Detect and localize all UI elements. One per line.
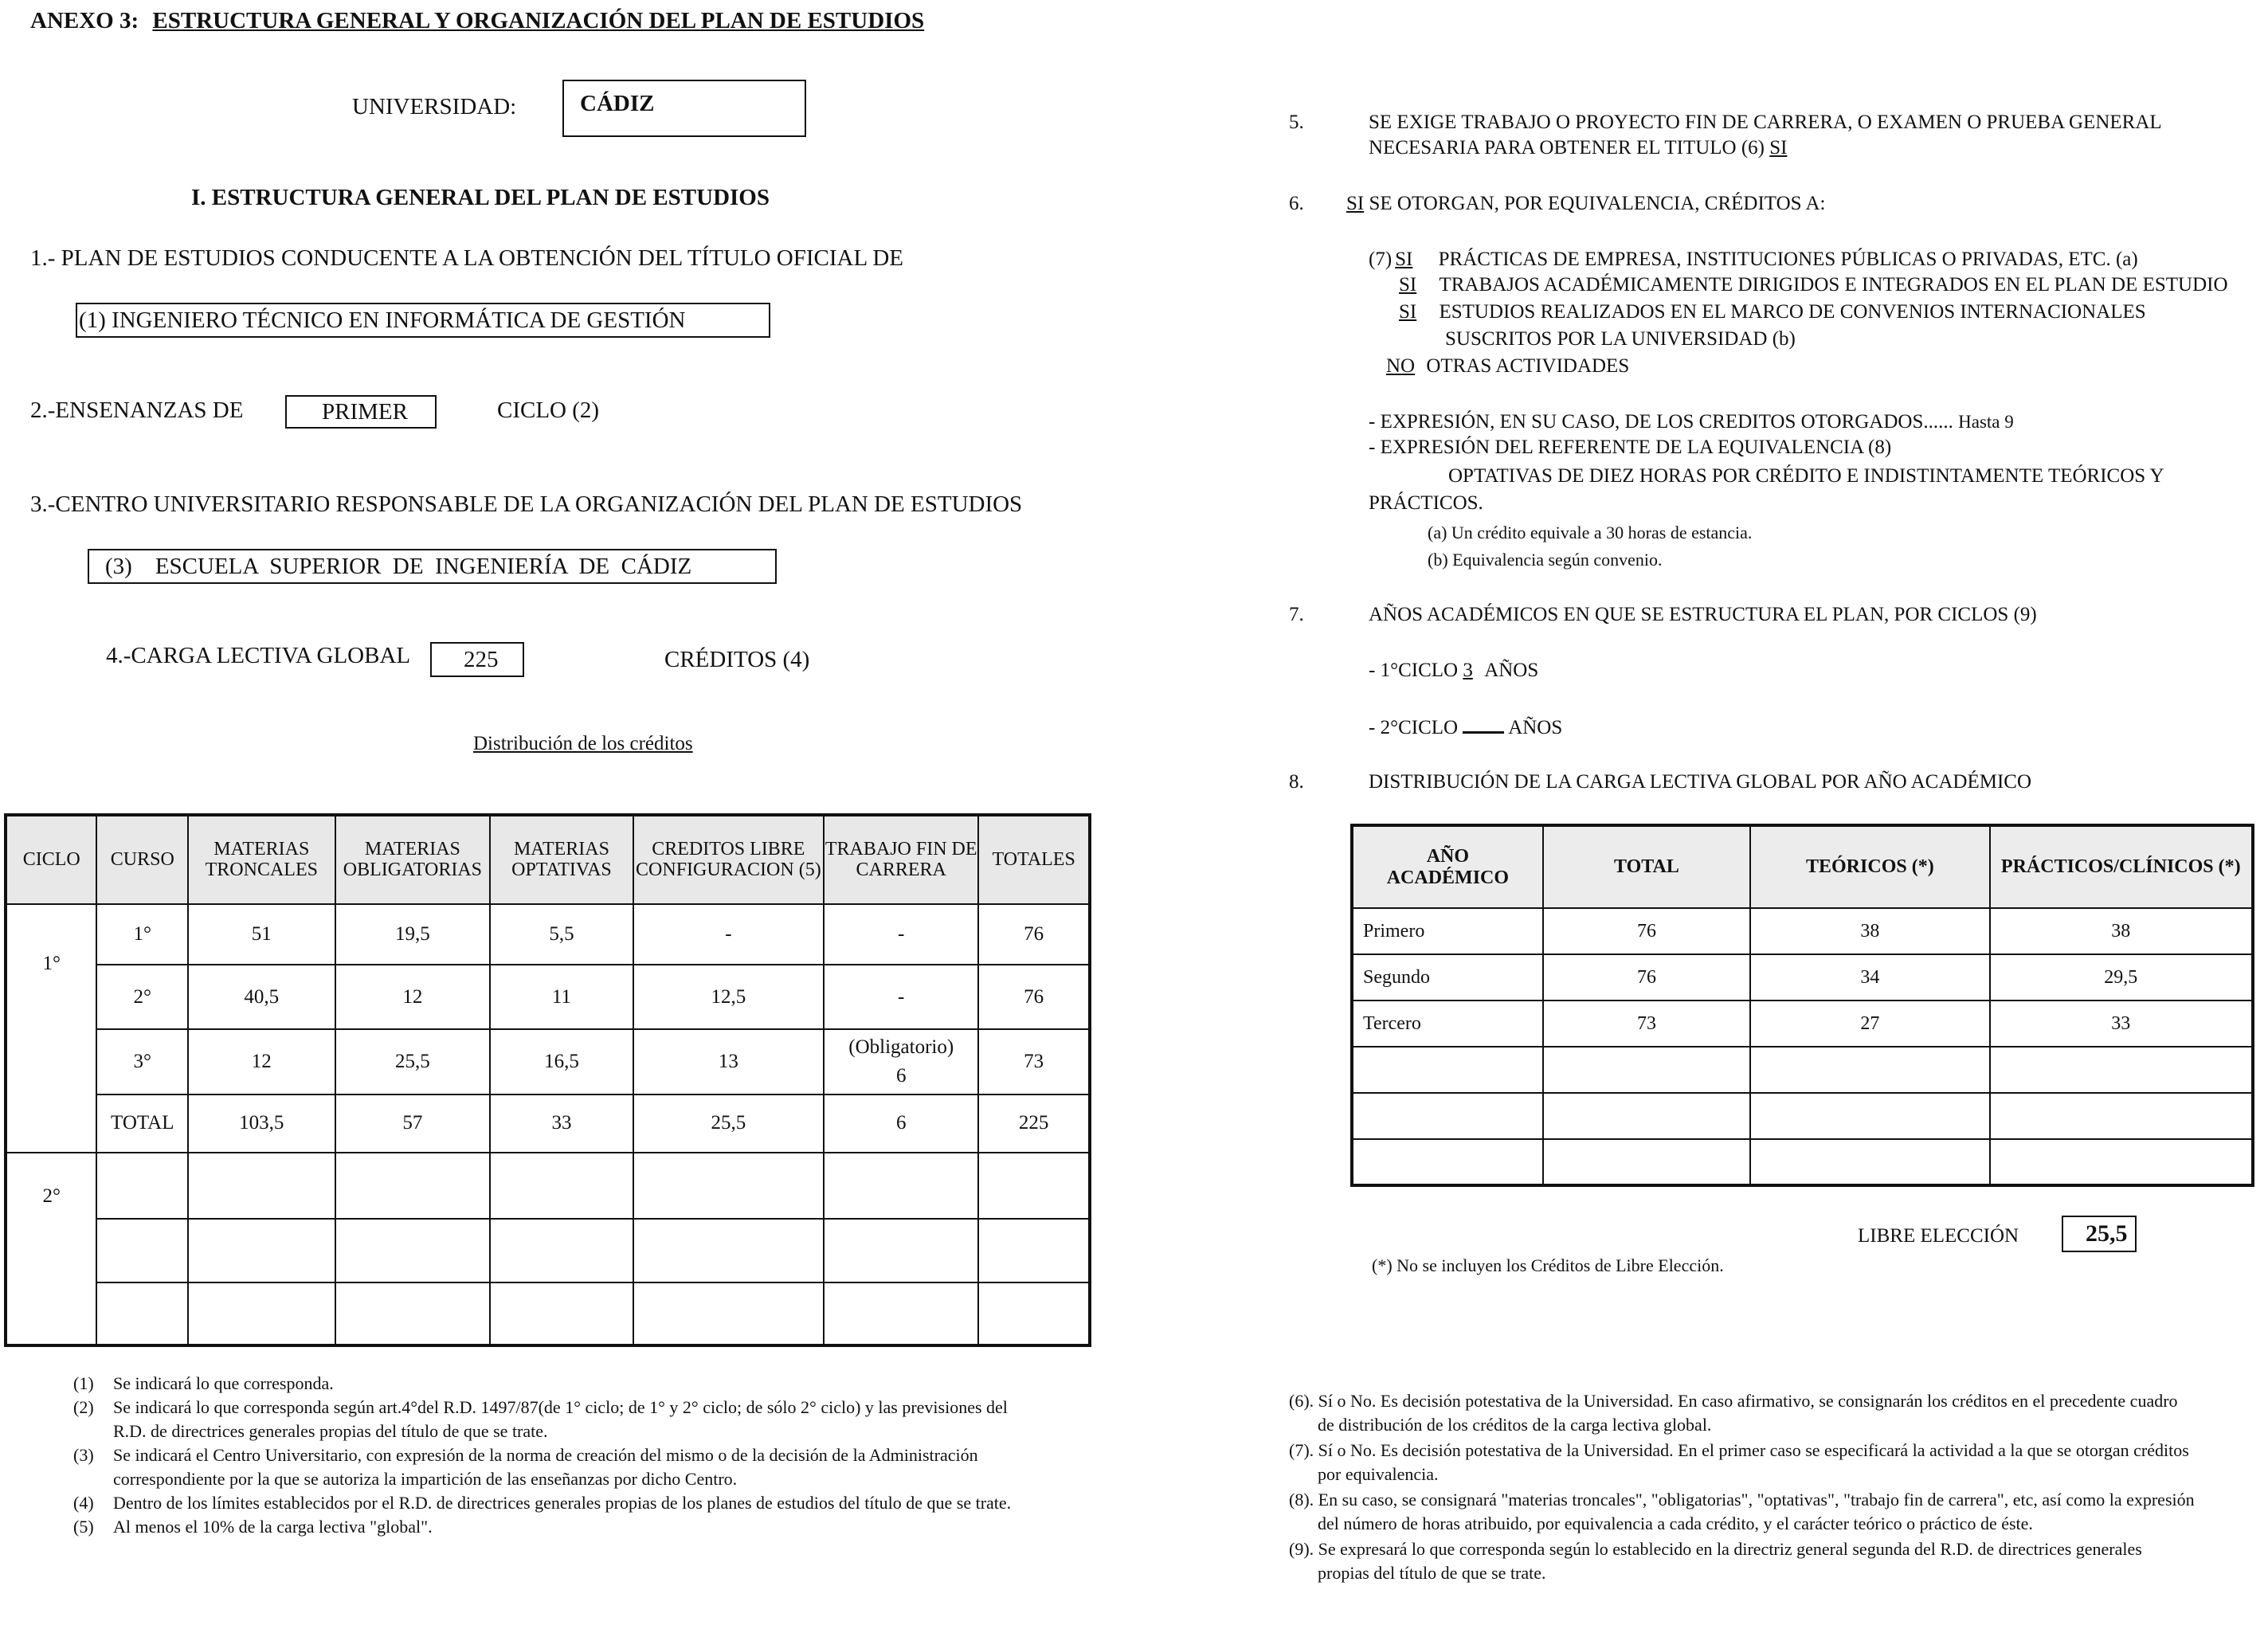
item6-option: SUSCRITOS POR LA UNIVERSIDAD (b) (1445, 328, 1796, 350)
asterisk-note: (*) No se incluyen los Créditos de Libre Elección. (1372, 1255, 1724, 1275)
annex-number: ANEXO 3: (30, 8, 139, 33)
optativas-cell: 5,5 (490, 904, 633, 965)
distribution-title: Distribución de los créditos (473, 733, 693, 754)
trabajo-cell: 6 (824, 1094, 978, 1153)
year-cell: Tercero (1352, 1001, 1543, 1047)
item6-note-a: (a) Un crédito equivale a 30 horas de estancia. (1428, 523, 1753, 542)
item6-expr1: - EXPRESIÓN, EN SU CASO, DE LOS CREDITOS OTORGADOS...... Hasta 9 (1369, 411, 2014, 433)
trabajo-cell (824, 1029, 978, 1094)
header-curso: CURSO (96, 815, 188, 904)
total-cell: 73 (1543, 1001, 1750, 1047)
item6-expr3b: PRÁCTICOS. (1369, 492, 1483, 514)
year-cell: Primero (1352, 908, 1543, 954)
table-row (6, 1029, 1090, 1094)
teoricos-cell: 34 (1750, 954, 1989, 1001)
obligatorias-cell: 25,5 (335, 1029, 491, 1094)
ciclo1-cell: 1° (6, 904, 96, 1153)
curso-cell: 2° (96, 965, 188, 1029)
item5-answer: SI (1769, 137, 1788, 159)
item3-value: (3) ESCUELA SUPERIOR DE INGENIERÍA DE CÁDIZ (105, 554, 692, 579)
footnotes-right (1289, 1389, 2197, 1585)
credits-header-row (6, 815, 1090, 904)
item6-option: SI ESTUDIOS REALIZADOS EN EL MARCO DE CONVENIOS INTERNACIONALES (1399, 301, 2146, 323)
footnote: (3) Se indicará el Centro Universitario, con expresión de la norma de creación del mismo o de la decisión de la Administración correspondiente por la que se autoriza la impartición de las enseñanzas por dicho Centro. (73, 1445, 978, 1489)
table-row (6, 1153, 1090, 1219)
practicos-cell: 29,5 (1990, 954, 2253, 1001)
libre-cell: 13 (633, 1029, 825, 1094)
item4-value: 225 (464, 647, 499, 672)
annex-title: ESTRUCTURA GENERAL Y ORGANIZACIÓN DEL PLAN DE ESTUDIOS (152, 8, 925, 33)
totales-cell: 73 (978, 1029, 1090, 1094)
footnote: (7). Sí o No. Es decisión potestativa de la Universidad. En el primer caso se especificará la actividad a la que se otorgan créditos por equivalencia. (1289, 1440, 2189, 1484)
header-teoricos: TEÓRICOS (*) (1750, 825, 1989, 908)
troncales-cell: 103,5 (188, 1094, 335, 1153)
item8-text: DISTRIBUCIÓN DE LA CARGA LECTIVA GLOBAL POR AÑO ACADÉMICO (1369, 771, 2031, 793)
troncales-cell: 51 (188, 904, 335, 965)
table-row (6, 1282, 1090, 1345)
header-totales: TOTALES (978, 815, 1090, 904)
footnote: (5) Al menos el 10% de la carga lectiva "global". (73, 1517, 433, 1537)
item7-text: AÑOS ACADÉMICOS EN QUE SE ESTRUCTURA EL PLAN, POR CICLOS (9) (1369, 604, 2037, 625)
libre-eleccion-box (2062, 1216, 2137, 1252)
footnote: (8). En su caso, se consignará "materias troncales", "obligatorias", "optativas", "trabajo fin de carrera", etc, así como la expresión del número de horas atribuido, por equivalencia a cada crédito, y el carácter teórico o práctico de éste. (1289, 1490, 2195, 1533)
total-cell: 76 (1543, 954, 1750, 1001)
year-cell: Segundo (1352, 954, 1543, 1001)
item4-suffix: CRÉDITOS (4) (664, 647, 810, 672)
item7-ciclo2-value (1463, 715, 1504, 734)
item6-note-b: (b) Equivalencia según convenio. (1428, 550, 1663, 570)
libre-eleccion-value: 25,5 (2086, 1220, 2128, 1247)
item5-number: 5. (1289, 112, 1304, 133)
header-troncales: MATERIAS TRONCALES (188, 815, 335, 904)
footnotes-left (73, 1372, 1029, 1539)
section-title: I. ESTRUCTURA GENERAL DEL PLAN DE ESTUDIOS (191, 185, 770, 210)
trabajo-note: (Obligatorio) (848, 1036, 954, 1059)
item5-line1: SE EXIGE TRABAJO O PROYECTO FIN DE CARRERA, O EXAMEN O PRUEBA GENERAL (1369, 112, 2162, 133)
table-row (6, 1219, 1090, 1282)
table-row (1352, 954, 2253, 1001)
table-row (6, 965, 1090, 1029)
item4-box (430, 642, 524, 677)
trabajo-cell: - (824, 965, 978, 1029)
table-row (1352, 1139, 2253, 1185)
universidad-label: UNIVERSIDAD: (352, 94, 517, 119)
item6-expr3a: OPTATIVAS DE DIEZ HORAS POR CRÉDITO E INDISTINTAMENTE TEÓRICOS Y (1448, 465, 2164, 487)
item6-text: SI SE OTORGAN, POR EQUIVALENCIA, CRÉDITOS A: (1346, 193, 1826, 214)
item4-label: 4.-CARGA LECTIVA GLOBAL (106, 643, 411, 668)
item2-box (285, 395, 437, 429)
item1-value: (1) INGENIERO TÉCNICO EN INFORMÁTICA DE GESTIÓN (79, 307, 686, 333)
practicos-cell: 38 (1990, 908, 2253, 954)
item3-text: 3.-CENTRO UNIVERSITARIO RESPONSABLE DE LA ORGANIZACIÓN DEL PLAN DE ESTUDIOS (30, 491, 1023, 517)
header-total: TOTAL (1543, 825, 1750, 908)
totales-cell: 225 (978, 1094, 1090, 1153)
practicos-cell: 33 (1990, 1001, 2253, 1047)
header-obligatorias: MATERIAS OBLIGATORIAS (335, 815, 491, 904)
footnote: (6). Sí o No. Es decisión potestativa de la Universidad. En caso afirmativo, se consignarán los créditos en el precedente cuadro de distribución de los créditos de la carga lectiva global. (1289, 1391, 2178, 1435)
table-row (6, 904, 1090, 965)
teoricos-cell: 38 (1750, 908, 1989, 954)
item6-expr2: - EXPRESIÓN DEL REFERENTE DE LA EQUIVALENCIA (8) (1369, 437, 1892, 458)
ciclo2-cell: 2° (6, 1153, 96, 1345)
optativas-cell: 16,5 (490, 1029, 633, 1094)
header-practicos: PRÁCTICOS/CLÍNICOS (*) (1990, 825, 2253, 908)
trabajo-cell: - (824, 904, 978, 965)
header-trabajo-fin: TRABAJO FIN DE CARRERA (824, 815, 978, 904)
teoricos-cell: 27 (1750, 1001, 1989, 1047)
troncales-cell: 40,5 (188, 965, 335, 1029)
item2-label: 2.-ENSENANZAS DE (30, 397, 244, 423)
header-optativas: MATERIAS OPTATIVAS (490, 815, 633, 904)
universidad-box (562, 80, 806, 137)
footnote: (9). Se expresará lo que corresponda según lo establecido en la directriz general segunda del R.D. de directrices generales propias del título de que se trate. (1289, 1539, 2142, 1583)
table-row (1352, 1047, 2253, 1093)
footnote: (1) Se indicará lo que corresponda. (73, 1373, 334, 1393)
table-row (1352, 908, 2253, 954)
optativas-cell: 11 (490, 965, 633, 1029)
table-total-row (6, 1094, 1090, 1153)
obligatorias-cell: 57 (335, 1094, 491, 1153)
item3-box (88, 549, 777, 584)
item7-ciclo1-value: 3 (1463, 660, 1473, 681)
obligatorias-cell: 19,5 (335, 904, 491, 965)
libre-cell: 25,5 (633, 1094, 825, 1153)
year-header-row (1352, 825, 2253, 908)
item7-ciclo2: - 2°CICLO AÑOS (1369, 717, 1563, 738)
troncales-cell: 12 (188, 1029, 335, 1094)
item1-text: 1.- PLAN DE ESTUDIOS CONDUCENTE A LA OBTENCIÓN DEL TÍTULO OFICIAL DE (30, 245, 904, 271)
obligatorias-cell: 12 (335, 965, 491, 1029)
optativas-cell: 33 (490, 1094, 633, 1153)
item7-number: 7. (1289, 604, 1304, 625)
item8-number: 8. (1289, 771, 1304, 793)
item2-value: PRIMER (322, 399, 408, 425)
footnote: (4) Dentro de los límites establecidos por el R.D. de directrices generales propias de los planes de estudios del título de que se trate. (73, 1493, 1012, 1513)
item1-box (76, 303, 770, 338)
table-row (1352, 1093, 2253, 1139)
trabajo-value: 6 (895, 1065, 907, 1087)
item6-number: 6. (1289, 193, 1304, 214)
libre-cell: 12,5 (633, 965, 825, 1029)
item2-suffix: CICLO (2) (497, 397, 600, 423)
totales-cell: 76 (978, 904, 1090, 965)
total-cell: 76 (1543, 908, 1750, 954)
item6-answer: SI (1346, 193, 1365, 214)
curso-cell: TOTAL (96, 1094, 188, 1153)
item6-option: NO OTRAS ACTIVIDADES (1386, 355, 1630, 377)
item5-line2: NECESARIA PARA OBTENER EL TITULO (6) SI (1369, 137, 1788, 159)
header-ano-academico: AÑO ACADÉMICO (1352, 825, 1543, 908)
universidad-value: CÁDIZ (580, 91, 655, 116)
year-table (1350, 824, 2254, 1187)
libre-cell: - (633, 904, 825, 965)
header-ciclo: CICLO (6, 815, 96, 904)
libre-eleccion-label: LIBRE ELECCIÓN (1858, 1225, 2019, 1247)
credits-table (4, 813, 1091, 1347)
item7-ciclo1: - 1°CICLO 3 AÑOS (1369, 660, 1539, 681)
header-libre-configuracion: CREDITOS LIBRE CONFIGURACION (5) (633, 815, 825, 904)
curso-cell: 3° (96, 1029, 188, 1094)
table-row (1352, 1001, 2253, 1047)
footnote: (2) Se indicará lo que corresponda según art.4°del R.D. 1497/87(de 1° ciclo; de 1° y 2° ciclo; de sólo 2° ciclo) y las previsiones del R.D. de directrices generales propias del título de que se trate. (73, 1397, 1008, 1441)
curso-cell: 1° (96, 904, 188, 965)
item6-option: SI TRABAJOS ACADÉMICAMENTE DIRIGIDOS E INTEGRADOS EN EL PLAN DE ESTUDIO (1399, 274, 2228, 296)
totales-cell: 76 (978, 965, 1090, 1029)
item6-option: (7) SI PRÁCTICAS DE EMPRESA, INSTITUCIONES PÚBLICAS O PRIVADAS, ETC. (a) (1369, 249, 2138, 270)
annex-heading (30, 8, 924, 34)
